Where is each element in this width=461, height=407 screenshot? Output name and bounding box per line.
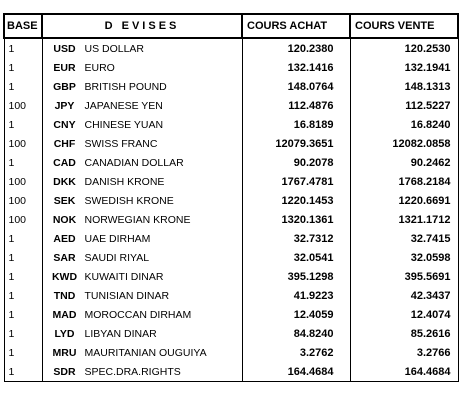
table-row	[4, 267, 458, 286]
table-header	[4, 14, 458, 38]
cours-achat-cell: 12079.3651	[242, 134, 350, 153]
cours-vente-cell: 1321.1712	[350, 210, 458, 229]
header-cours-achat: COURS ACHAT	[242, 14, 350, 38]
currency-code: MAD	[52, 308, 77, 321]
cours-vente-cell: 132.1941	[350, 58, 458, 77]
currency-name: SPEC.DRA.RIGHTS	[84, 365, 181, 378]
base-cell: 1	[4, 115, 42, 134]
cours-achat-cell: 16.8189	[242, 115, 350, 134]
base-cell: 1	[4, 343, 42, 362]
devise-cell	[42, 267, 242, 286]
currency-code: KWD	[51, 270, 78, 283]
currency-code: GBP	[53, 80, 76, 93]
cours-achat-cell: 120.2380	[242, 38, 350, 58]
devise-cell	[42, 305, 242, 324]
cours-vente-cell: 12.4074	[350, 305, 458, 324]
base-cell: 100	[4, 134, 42, 153]
currency-code: USD	[53, 42, 76, 55]
cours-vente-cell: 395.5691	[350, 267, 458, 286]
base-cell: 100	[4, 191, 42, 210]
table-row	[4, 324, 458, 343]
cours-vente-cell: 1220.6691	[350, 191, 458, 210]
devise-cell	[42, 191, 242, 210]
currency-code: EUR	[53, 61, 76, 74]
base-cell: 1	[4, 153, 42, 172]
table-row	[4, 362, 458, 382]
devise-cell	[42, 286, 242, 305]
currency-name: EURO	[84, 61, 115, 74]
devise-cell	[42, 343, 242, 362]
table-row	[4, 172, 458, 191]
devise-cell	[42, 153, 242, 172]
cours-vente-cell: 16.8240	[350, 115, 458, 134]
currency-name: JAPANESE YEN	[84, 99, 163, 112]
currency-name: SAUDI RIYAL	[84, 251, 150, 264]
base-cell: 100	[4, 210, 42, 229]
cours-achat-cell: 84.8240	[242, 324, 350, 343]
devise-cell	[42, 324, 242, 343]
table-row	[4, 229, 458, 248]
devise-cell	[42, 172, 242, 191]
base-cell: 1	[4, 229, 42, 248]
cours-vente-cell: 32.0598	[350, 248, 458, 267]
currency-name: LIBYAN DINAR	[84, 327, 157, 340]
base-cell: 1	[4, 77, 42, 96]
cours-achat-cell: 112.4876	[242, 96, 350, 115]
base-cell: 1	[4, 305, 42, 324]
devise-cell	[42, 362, 242, 382]
currency-code: CNY	[53, 118, 76, 131]
cours-vente-cell: 164.4684	[350, 362, 458, 382]
currency-code: DKK	[53, 175, 76, 188]
currency-name: DANISH KRONE	[84, 175, 165, 188]
currency-name: SWEDISH KRONE	[84, 194, 174, 207]
table-row	[4, 305, 458, 324]
currency-code: NOK	[52, 213, 77, 226]
cours-vente-cell: 12082.0858	[350, 134, 458, 153]
exchange-rate-table-container	[3, 13, 459, 382]
cours-achat-cell: 90.2078	[242, 153, 350, 172]
currency-code: CAD	[53, 156, 76, 169]
currency-code: LYD	[54, 327, 75, 340]
cours-vente-cell: 112.5227	[350, 96, 458, 115]
currency-name: MOROCCAN DIRHAM	[84, 308, 192, 321]
table-body	[4, 38, 458, 382]
cours-achat-cell: 1220.1453	[242, 191, 350, 210]
currency-name: SWISS FRANC	[84, 137, 158, 150]
base-cell: 1	[4, 362, 42, 382]
devise-cell	[42, 77, 242, 96]
base-cell: 100	[4, 96, 42, 115]
header-row	[4, 14, 458, 38]
exchange-rate-table	[3, 13, 459, 382]
currency-code: TND	[53, 289, 76, 302]
cours-vente-cell: 148.1313	[350, 77, 458, 96]
currency-code: JPY	[54, 99, 75, 112]
currency-name: CANADIAN DOLLAR	[84, 156, 184, 169]
devise-cell	[42, 229, 242, 248]
cours-vente-cell: 120.2530	[350, 38, 458, 58]
base-cell: 1	[4, 267, 42, 286]
currency-code: MRU	[52, 346, 77, 359]
currency-name: BRITISH POUND	[84, 80, 167, 93]
table-row	[4, 96, 458, 115]
base-cell: 1	[4, 286, 42, 305]
table-row	[4, 248, 458, 267]
currency-name: KUWAITI DINAR	[84, 270, 164, 283]
cours-achat-cell: 32.7312	[242, 229, 350, 248]
currency-code: AED	[53, 232, 76, 245]
cours-achat-cell: 32.0541	[242, 248, 350, 267]
header-cours-vente: COURS VENTE	[350, 14, 458, 38]
cours-achat-cell: 395.1298	[242, 267, 350, 286]
table-row	[4, 134, 458, 153]
devise-cell	[42, 58, 242, 77]
currency-code: SEK	[53, 194, 76, 207]
cours-achat-cell: 132.1416	[242, 58, 350, 77]
header-base: BASE	[4, 14, 42, 38]
cours-achat-cell: 148.0764	[242, 77, 350, 96]
cours-achat-cell: 1767.4781	[242, 172, 350, 191]
devise-cell	[42, 115, 242, 134]
cours-achat-cell: 12.4059	[242, 305, 350, 324]
currency-name: UAE DIRHAM	[84, 232, 151, 245]
cours-vente-cell: 90.2462	[350, 153, 458, 172]
devise-cell	[42, 248, 242, 267]
base-cell: 1	[4, 324, 42, 343]
cours-achat-cell: 3.2762	[242, 343, 350, 362]
cours-achat-cell: 164.4684	[242, 362, 350, 382]
cours-vente-cell: 85.2616	[350, 324, 458, 343]
currency-code: CHF	[53, 137, 76, 150]
cours-vente-cell: 32.7415	[350, 229, 458, 248]
header-devises: D EVISES	[42, 14, 242, 38]
currency-code: SDR	[53, 365, 76, 378]
devise-cell	[42, 38, 242, 58]
currency-name: US DOLLAR	[84, 42, 145, 55]
table-row	[4, 115, 458, 134]
cours-vente-cell: 42.3437	[350, 286, 458, 305]
cours-vente-cell: 3.2766	[350, 343, 458, 362]
table-row	[4, 77, 458, 96]
base-cell: 100	[4, 172, 42, 191]
currency-name: TUNISIAN DINAR	[84, 289, 170, 302]
table-row	[4, 38, 458, 58]
currency-name: NORWEGIAN KRONE	[84, 213, 191, 226]
devise-cell	[42, 96, 242, 115]
cours-achat-cell: 41.9223	[242, 286, 350, 305]
table-row	[4, 343, 458, 362]
base-cell: 1	[4, 38, 42, 58]
currency-name: MAURITANIAN OUGUIYA	[84, 346, 207, 359]
devise-cell	[42, 134, 242, 153]
currency-code: SAR	[53, 251, 76, 264]
table-row	[4, 210, 458, 229]
cours-achat-cell: 1320.1361	[242, 210, 350, 229]
currency-name: CHINESE YUAN	[84, 118, 164, 131]
devise-cell	[42, 210, 242, 229]
table-row	[4, 153, 458, 172]
base-cell: 1	[4, 248, 42, 267]
table-row	[4, 286, 458, 305]
cours-vente-cell: 1768.2184	[350, 172, 458, 191]
base-cell: 1	[4, 58, 42, 77]
table-row	[4, 191, 458, 210]
table-row	[4, 58, 458, 77]
